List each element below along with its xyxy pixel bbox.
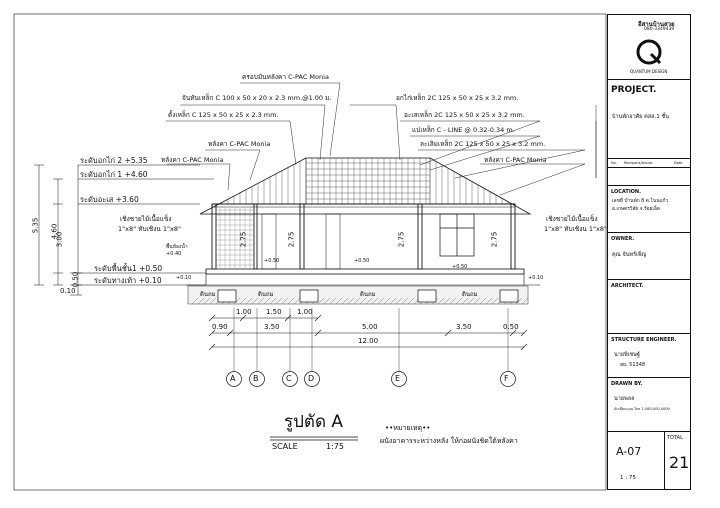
total-label: TOTAL: [667, 435, 683, 441]
room-height-1: 2.75: [239, 231, 248, 248]
total-value: 21: [669, 453, 690, 472]
rev-col-date: Date: [674, 161, 683, 165]
hdim-row2-3: 5.00: [362, 323, 378, 331]
hdim-row1-2: 1.50: [266, 308, 282, 316]
project-value: บ้านพักอาศัย คสล.1 ชั้น: [612, 114, 670, 120]
structure-engineer-label: STRUCTURE ENGINEER.: [611, 337, 677, 343]
company-phone: 080-3349439: [644, 27, 675, 32]
hdim-total: 12.00: [358, 337, 379, 345]
drawn-by-note: นักเขียนแบบ โทร 1-080-000-0000: [614, 407, 670, 411]
vdim-0-10: 0.10: [60, 287, 76, 295]
axis-label-c: C: [286, 374, 292, 383]
roof-left2-label: หลังคา C-PAC Monia: [161, 156, 224, 164]
grid-axis-bubbles: [227, 372, 516, 387]
right-walk-tag: +0.10: [528, 275, 544, 281]
scale-label: SCALE: [272, 442, 298, 451]
tie-beam-label: อกไก่เหล็ก 2C 125 x 50 x 25 x 3.2 mm.: [396, 94, 519, 102]
drawing-title: รูปตัด A: [284, 412, 344, 432]
hdim-row1-3: 1.00: [297, 308, 313, 316]
hdim-row2-1: 0.90: [212, 323, 228, 331]
level-walkway: ระดับทางเท้า +0.10: [94, 276, 162, 285]
level-ridge-1: ระดับอกไก่ 1 +4.60: [80, 170, 148, 179]
batten-label: แปเหล็ก C - LINE @ 0.32-0.34 m.: [412, 126, 515, 134]
hdim-row2-5: 0.50: [503, 323, 519, 331]
brand-name: QUANTUM DESIGN: [630, 69, 668, 74]
note-body: ผนังอาคารระหว่างหลัง ให้ก่อผนังชิดใต้หลังคา: [380, 437, 518, 445]
axis-label-e: E: [395, 374, 401, 383]
rev-col-no: No.: [611, 161, 617, 165]
rafter-purlin-label: จันทันเหล็ก C 100 x 50 x 20 x 2.3 mm.@1.00 ม.: [182, 94, 332, 102]
location-value-1: เลขที่ บ้านพัก 8 ต.โนนแก้ว: [612, 199, 669, 204]
vdim-4-60: 4.60: [50, 223, 59, 240]
note-heading: ••หมายเหตุ••: [385, 424, 431, 432]
left-walk-tag: +0.10: [176, 275, 192, 281]
room-height-4: 2.75: [490, 231, 499, 248]
drawn-by-label: DRAWN BY.: [611, 381, 643, 387]
drawn-by-name: นายพลล: [614, 396, 635, 402]
ceiling: [212, 204, 515, 207]
structure-engineer-name: นายพิเชษฐ์: [614, 352, 640, 358]
hdim-row1-1: 1.00: [236, 308, 252, 316]
company-logo: [634, 37, 664, 67]
axis-label-f: F: [504, 374, 509, 383]
level-wall-plate: ระดับอะเส +3.60: [80, 195, 139, 204]
room1-floor-value: +0.50: [264, 258, 280, 264]
ground-label-3: ดินถม: [360, 291, 376, 298]
eave-beam-label: ละเลิมเหล็ก 2C 125 x 50 x 25 x 3.2 mm.: [420, 140, 546, 148]
hdim-row2-2: 3.50: [264, 323, 280, 331]
eave-left-label-1: เชิงชายไม้เนื้อแข็ง: [120, 215, 172, 223]
ground-label-4: ดินถม: [462, 291, 478, 298]
owner-value: คุณ จันทร์เพ็ญ: [612, 252, 647, 258]
roof-left-label: หลังคา C-PAC Monia: [208, 140, 271, 148]
window: [440, 214, 474, 256]
vdim-0-50: 0.50: [71, 271, 80, 288]
architect-label: ARCHITECT.: [611, 283, 644, 289]
title-underline: [270, 437, 358, 440]
structure-engineer-reg: สย. 51348: [620, 362, 646, 368]
vdim-3-00: 3.00: [55, 231, 64, 248]
toilet-tiles: [216, 208, 254, 268]
toilet-floor-value: +0.40: [166, 251, 182, 257]
axis-label-d: D: [308, 374, 315, 383]
scale-value: 1:75: [326, 442, 344, 451]
wall-plate-label: อะเสเหล็ก 2C 125 x 50 x 25 x 3.2 mm.: [404, 111, 525, 119]
location-label: LOCATION.: [611, 189, 642, 195]
ground-label-2: ดินถม: [258, 291, 274, 298]
room-height-2: 2.75: [287, 231, 296, 248]
room2-floor-value: +0.50: [354, 258, 370, 264]
location-value-2: อ.เกษตรวิสัย จ.ร้อยเอ็ด: [612, 207, 660, 212]
axis-label-a: A: [230, 374, 236, 383]
toilet-floor-tag: พื้นห้องน้ำ: [166, 244, 188, 250]
ground-label-1: ดินถม: [200, 291, 216, 298]
title-block: [607, 14, 691, 490]
room3-floor-value: +0.50: [452, 264, 468, 270]
roof-right-label: หลังคา C-PAC Monia: [484, 156, 547, 164]
hdim-row2-4: 3.50: [456, 323, 472, 331]
rev-col-issue: Revisions/Issues: [624, 161, 653, 165]
company-name: อีสานบ้านสวย: [638, 21, 675, 28]
level-floor: ระดับพื้นชั้น1 +0.50: [94, 264, 163, 273]
eave-right-label-1: เชิงชายไม้เนื้อแข็ง: [546, 215, 598, 223]
axis-label-b: B: [253, 374, 259, 383]
roof-truss: [200, 158, 530, 214]
floor-slab: [186, 269, 540, 285]
vdim-5-35: 5.35: [31, 217, 40, 234]
eave-left-label-2: 1"x8" ทับเชิงน 1"x8": [118, 225, 181, 233]
sheet-number: A-07: [616, 445, 642, 458]
owner-label: OWNER.: [611, 236, 635, 242]
roof-ridge-label: ครอบมันหลังคา C-PAC Monia: [242, 73, 329, 81]
sheet-scale: 1 : 75: [620, 475, 636, 481]
level-ridge-2: ระดับอกไก่ 2 +5.35: [80, 156, 148, 165]
steel-post-label: ตั้งเหล็ก C 125 x 50 x 25 x 2.3 mm.: [168, 111, 279, 119]
room-height-3: 2.75: [397, 231, 406, 248]
eave-right-label-2: 1"x8" ทับเชิงน 1"x8": [544, 225, 607, 233]
project-label: PROJECT.: [611, 85, 657, 95]
